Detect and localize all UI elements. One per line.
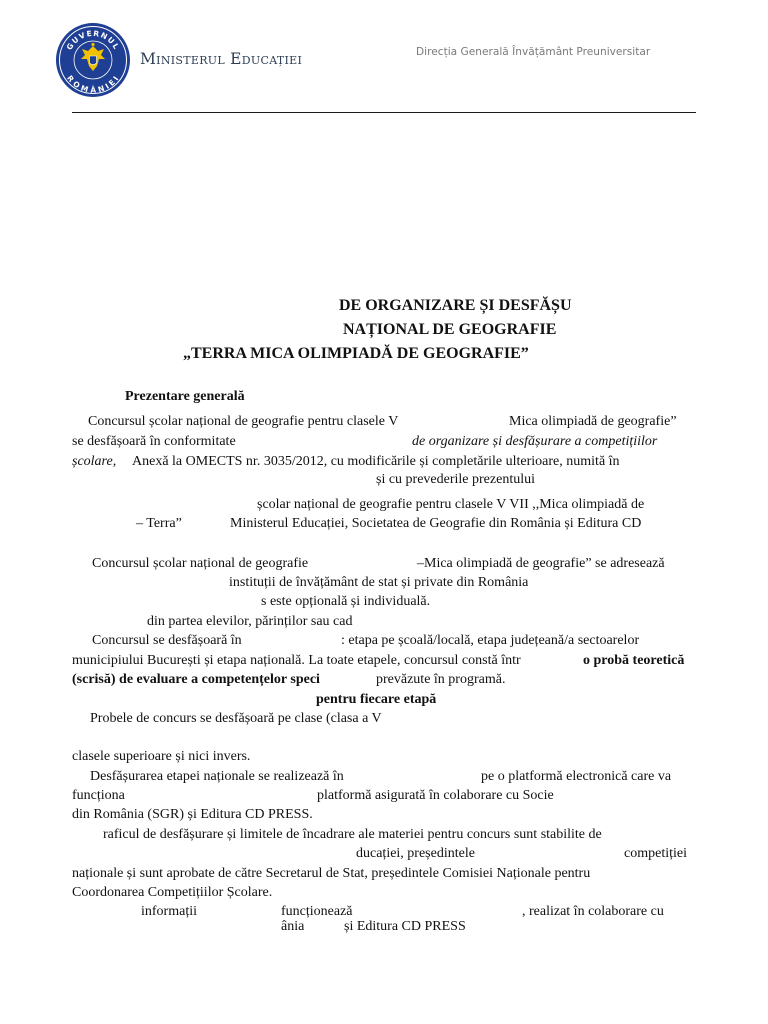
p7-line1: raficul de desfășurare și limitele de încadrare ale materiei pentru concurs sunt stabilite de (103, 827, 602, 842)
p8-line1-a: informații (141, 904, 197, 919)
p3-line2: instituții de învățământ de stat și private din România (229, 575, 529, 590)
seal-text-bottom: ROMÂNIEI (65, 73, 122, 95)
p8-line1-b: funcționează (281, 904, 353, 919)
header-divider (72, 112, 696, 113)
p4-line2-left: municipiului București și etapa națională. La toate etapele, concursul constă într (72, 653, 521, 668)
p6-line1-left: Desfășurarea etapei naționale se realizează în (90, 769, 344, 784)
p3-line4: din partea elevilor, părinților sau cad (147, 614, 353, 629)
p5-line1: Probele de concurs se desfășoară pe clase (clasa a V (90, 711, 382, 726)
p1-line4: și cu prevederile prezentului (376, 472, 535, 487)
p6-line1-right: pe o platformă electronică care va (481, 769, 672, 784)
p1-line1-right: Mica olimpiadă de geografie” (509, 414, 677, 429)
p8-line2-a: ânia (281, 919, 305, 934)
section-heading: Prezentare generală (125, 389, 245, 404)
p1-line2-right: de organizare și desfășurare a competițiilor (412, 434, 658, 449)
p3-line1-left: Concursul școlar național de geografie (92, 556, 309, 571)
title-line-1: DE ORGANIZARE ȘI DESFĂȘU (339, 297, 572, 314)
government-seal-logo (55, 22, 131, 98)
p4-line3-bold: (scrisă) de evaluare a competențelor speci (72, 672, 320, 687)
p4-line4-bold: pentru fiecare etapă (316, 692, 437, 707)
p7-line4: Coordonarea Competițiilor Școlare. (72, 885, 273, 900)
p4-line2-bold: o probă teoretică (583, 653, 685, 668)
p6-line2-right: platformă asigurată în colaborare cu Socie (317, 788, 554, 803)
p2-line2-left: – Terra” (136, 516, 182, 531)
p1-line2-left: se desfășoară în conformitate (72, 434, 236, 449)
p4-line3-rest: prevăzute în programă. (376, 672, 506, 687)
p8-line1-c: , realizat în colaborare cu (522, 904, 664, 919)
ministry-name: Ministerul Educației (140, 50, 303, 68)
p2-line2-right: Ministerul Educației, Societatea de Geografie din România și Editura CD (230, 516, 642, 531)
seal-text-top: GUVERNUL (64, 28, 122, 52)
p6-line2-left: funcționa (72, 788, 125, 803)
p6-line3: din România (SGR) și Editura CD PRESS. (72, 807, 313, 822)
p1-line1-left: Concursul școlar național de geografie pentru clasele V (88, 414, 399, 429)
p1-line3-rest: Anexă la OMECTS nr. 3035/2012, cu modificările și completările ulterioare, numită în (132, 454, 620, 469)
directorate-name: Direcția Generală Învățământ Preuniversitar (416, 46, 651, 58)
title-line-3: „TERRA MICA OLIMPIADĂ DE GEOGRAFIE” (183, 345, 529, 362)
p1-line3-italic: școlare, (72, 454, 117, 469)
p5-line2: clasele superioare și nici invers. (72, 749, 251, 764)
p4-line1-left: Concursul se desfășoară în (92, 633, 242, 648)
p7-line2-left: ducației, președintele (356, 846, 475, 861)
title-line-2: NAȚIONAL DE GEOGRAFIE (343, 321, 557, 338)
p3-line1-right: –Mica olimpiadă de geografie” se adresează (417, 556, 665, 571)
p3-line3: s este opțională și individuală. (261, 594, 431, 609)
p7-line2-right: competiției (624, 846, 687, 861)
p4-line1-right: : etapa pe școală/locală, etapa județeană/a sectoarelor (341, 633, 640, 648)
p7-line3: naționale și sunt aprobate de către Secretarul de Stat, președintele Comisiei Naționale pentru (72, 866, 591, 881)
p2-line1: școlar național de geografie pentru clasele V VII ,,Mica olimpiadă de (257, 497, 645, 512)
p8-line2-b: și Editura CD PRESS (344, 919, 466, 934)
